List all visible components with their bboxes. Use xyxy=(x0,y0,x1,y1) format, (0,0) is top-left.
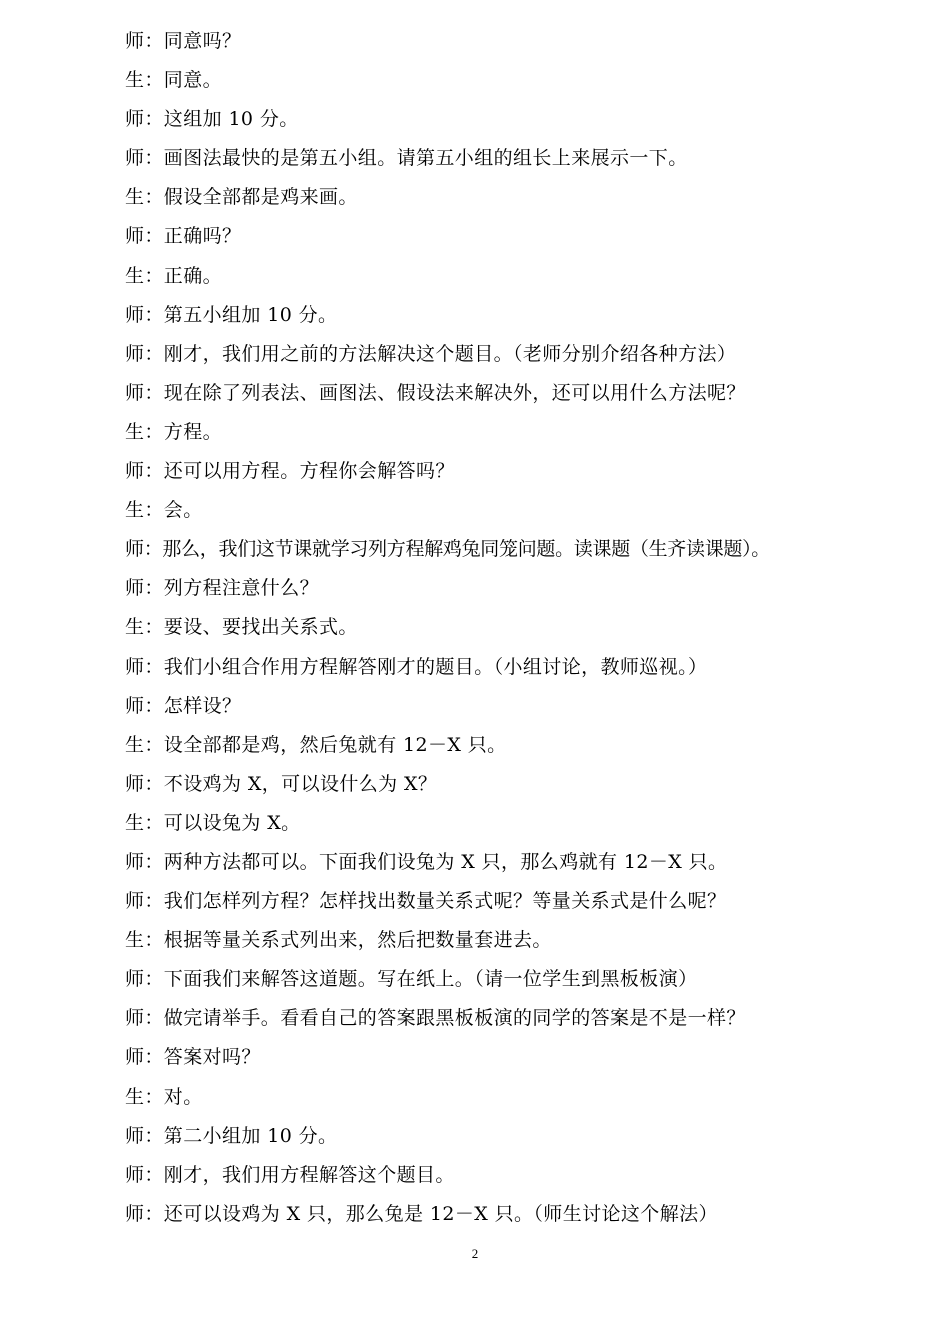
dialogue-line: 生：要设、要找出关系式。 xyxy=(125,616,358,639)
dialogue-line: 师：两种方法都可以。下面我们设兔为 X 只，那么鸡就有 12－X 只。 xyxy=(125,850,728,873)
dialogue-line: 师：画图法最快的是第五小组。请第五小组的组长上来展示一下。 xyxy=(125,147,688,170)
dialogue-line: 师：答案对吗？ xyxy=(125,1046,261,1069)
dialogue-line: 师：刚才，我们用方程解答这个题目。 xyxy=(125,1163,455,1186)
dialogue-text-block xyxy=(125,22,885,1234)
dialogue-line: 生：方程。 xyxy=(125,420,223,443)
dialogue-line: 生：会。 xyxy=(125,499,203,522)
dialogue-line: 师：第五小组加 10 分。 xyxy=(125,303,338,326)
dialogue-line: 师：还可以设鸡为 X 只，那么兔是 12－X 只。（师生讨论这个解法） xyxy=(125,1202,718,1225)
page-number: 2 xyxy=(471,1246,479,1261)
dialogue-line: 师：下面我们来解答这道题。写在纸上。（请一位学生到黑板板演） xyxy=(125,968,698,991)
dialogue-line: 生：同意。 xyxy=(125,69,223,92)
dialogue-line: 师：怎样设？ xyxy=(125,694,242,717)
dialogue-line: 生：对。 xyxy=(125,1085,203,1108)
dialogue-line: 师：那么，我们这节课就学习列方程解鸡兔同笼问题。读课题（生齐读课题）。 xyxy=(125,538,771,561)
dialogue-line: 生：设全部都是鸡，然后兔就有 12－X 只。 xyxy=(125,733,507,756)
dialogue-line: 师：刚才，我们用之前的方法解决这个题目。（老师分别介绍各种方法） xyxy=(125,342,737,365)
dialogue-line: 生：根据等量关系式列出来，然后把数量套进去。 xyxy=(125,929,552,952)
dialogue-line: 生：假设全部都是鸡来画。 xyxy=(125,186,358,209)
dialogue-line: 师：这组加 10 分。 xyxy=(125,108,299,131)
dialogue-line: 师：现在除了列表法、画图法、假设法来解决外，还可以用什么方法呢？ xyxy=(125,381,746,404)
dialogue-line: 师：不设鸡为 X，可以设什么为 X？ xyxy=(125,772,438,795)
dialogue-line: 师：同意吗？ xyxy=(125,30,242,52)
dialogue-line: 师：我们小组合作用方程解答刚才的题目。（小组讨论，教师巡视。） xyxy=(125,655,708,678)
dialogue-line: 生：可以设兔为 X。 xyxy=(125,811,301,834)
dialogue-line: 师：正确吗？ xyxy=(125,225,242,248)
dialogue-line: 师：我们怎样列方程？怎样找出数量关系式呢？等量关系式是什么呢？ xyxy=(125,890,727,913)
dialogue-line: 师：第二小组加 10 分。 xyxy=(125,1124,338,1147)
dialogue-line: 师：做完请举手。看看自己的答案跟黑板板演的同学的答案是不是一样？ xyxy=(125,1007,746,1030)
dialogue-line: 师：还可以用方程。方程你会解答吗？ xyxy=(125,460,455,483)
dialogue-line: 生：正确。 xyxy=(125,264,223,287)
dialogue-line: 师：列方程注意什么？ xyxy=(125,577,320,600)
